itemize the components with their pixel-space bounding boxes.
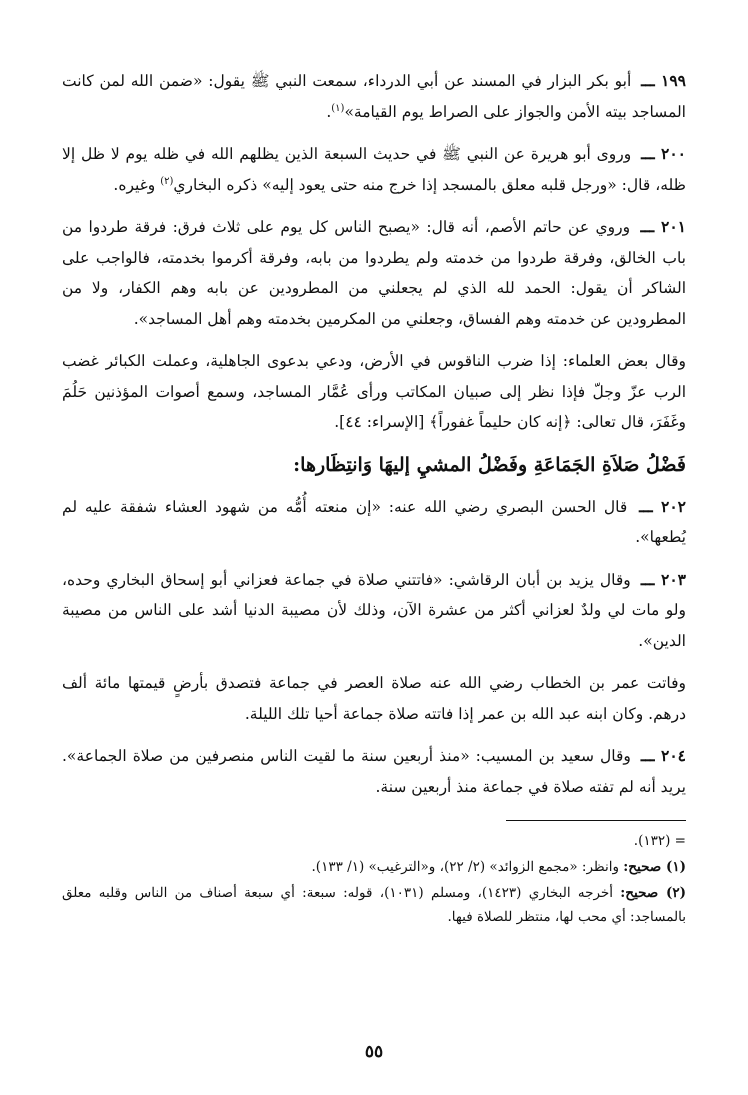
footnote-continuation: [62, 829, 686, 853]
paragraph-tail: .: [326, 102, 332, 121]
paragraph-number: ٢٠٢ ـــ: [639, 496, 686, 516]
paragraph-number: ٢٠٤ ـــ: [640, 746, 687, 765]
paragraph-204: [62, 741, 686, 802]
paragraph-text: وروى أبو هريرة عن النبي ﷺ في حديث السبعة الذين يظلهم الله في ظله يوم لا ظل إلا ظله، قال: «ورجل قلبه معلق بالمسجد إذا خرج منه حتى يعود إليه» ذكره البخاري: [62, 145, 686, 194]
footnote-reference[interactable]: (٢): [160, 175, 174, 187]
paragraph-202: [62, 492, 686, 553]
footnote-text: = (١٣٢).: [633, 833, 686, 849]
paragraph-text: وروي عن حاتم الأصم، أنه قال: «يصبح الناس كل يوم على ثلاث فرق: فرقة طردوا من باب الخالق، وفرقة طردوا من خدمته ولم يطردوا من بابه، وفرقة أكرموا بخدمته، فالواجب على الشاكر أن يقول: الحمد لله الذي لم يجعلني من المطرودين عن بابه وهم الكفار، ولا من المطرودين عن خدمته وهم الفساق، وجعلني من المكرمين بخدمته وهم أهل المساجد».: [62, 218, 686, 328]
footnote-reference[interactable]: (١): [331, 102, 345, 114]
footnote-1: [62, 855, 686, 879]
paragraph-text: وفاتت عمر بن الخطاب رضي الله عنه صلاة العصر في جماعة فتصدق بأرضٍ قيمتها مائة ألف درهم. وكان ابنه عبد الله بن عمر إذا فاتته صلاة جماعة أحيا تلك الليلة.: [62, 674, 686, 723]
paragraph-number: ٢٠١ ـــ: [640, 217, 686, 236]
paragraph-scholars-saying: [62, 346, 686, 438]
paragraph-text: وقال سعيد بن المسيب: «منذ أربعين سنة ما لقيت الناس منصرفين من صلاة الجماعة». يريد أنه لم تفته صلاة في جماعة منذ أربعين سنة.: [62, 747, 686, 796]
paragraph-umar: [62, 668, 686, 729]
section-heading: فَضْلُ صَلاَةِ الجَمَاعَةِ وفَضْلُ المشيِ إليهَا وَانتِظَارها:: [293, 453, 686, 476]
footnote-text: وانظر: «مجمع الزوائد» (٢/ ٢٢)، و«الترغيب» (١/ ١٣٣).: [311, 859, 619, 875]
paragraph-200: [62, 139, 686, 200]
paragraph-number: ٢٠٠ ـــ: [641, 144, 686, 163]
paragraph-number: ٢٠٣ ـــ: [640, 569, 686, 589]
footnote-text: أخرجه البخاري (١٤٢٣)، ومسلم (١٠٣١)، قوله: سبعة: أي سبعة أصناف من الناس وقلبه معلق بالمساجد: أي محب لها، منتظر للصلاة فيها.: [62, 885, 686, 925]
paragraph-text: أبو بكر البزار في المسند عن أبي الدرداء، سمعت النبي ﷺ يقول: «ضمن الله لمن كانت المساجد بيته الأمن والجواز على الصراط يوم القيامة»: [62, 72, 686, 121]
page-body: [62, 66, 686, 1095]
footnote-label: (١) صحيح:: [623, 859, 686, 875]
paragraph-199: [62, 66, 686, 127]
paragraph-201: [62, 212, 686, 334]
paragraph-number: ١٩٩ ـــ: [641, 71, 686, 90]
paragraph-text: قال الحسن البصري رضي الله عنه: «إن منعته أُمُّه من شهود العشاء شفقة عليه لم يُطعها».: [62, 497, 686, 546]
footnote-2: [62, 881, 686, 929]
paragraph-203: [62, 565, 686, 657]
footnote-divider: [506, 820, 686, 821]
page-number: ٥٥: [364, 1042, 384, 1062]
paragraph-tail: وغيره.: [113, 175, 161, 194]
paragraph-text: وقال يزيد بن أبان الرقاشي: «فاتتني صلاة في جماعة فعزاني أبو إسحاق البخاري وحده، ولو مات لي ولدٌ لعزاني أكثر من عشرة الآن، وذلك لأن مصيبة الدنيا أشد على الناس من مصيبة الدين».: [62, 570, 686, 650]
paragraph-text: وقال بعض العلماء: إذا ضرب الناقوس في الأرض، ودعي بدعوى الجاهلية، وعملت الكبائر غضب الرب عزّ وجلّ فإذا نظر إلى صبيان المكاتب ورأى عُمَّار المساجد، وسمع أصوات المؤذنين حَلُمَ وغَفَرَ، قال تعالى: ﴿إنه كان حليماً غفوراً﴾ [الإسراء: ٤٤].: [62, 352, 686, 431]
footnote-label: (٢) صحيح:: [620, 885, 686, 901]
